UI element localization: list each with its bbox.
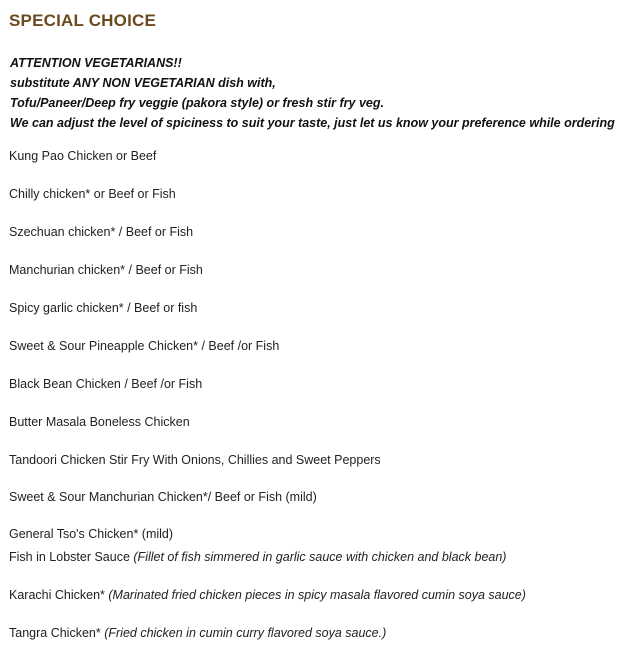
menu-item: Sweet & Sour Pineapple Chicken* / Beef /or Fish bbox=[9, 339, 280, 353]
notice-line: We can adjust the level of spiciness to suit your taste, just let us know your preference while ordering bbox=[10, 116, 615, 130]
menu-item-name: Tangra Chicken* bbox=[9, 626, 101, 640]
menu-item: Szechuan chicken* / Beef or Fish bbox=[9, 225, 194, 239]
menu-item: Black Bean Chicken / Beef /or Fish bbox=[9, 377, 203, 391]
vegetarian-notice bbox=[10, 53, 615, 133]
clipped-menu-item-text: General Tso's Chicken* (mild) bbox=[9, 527, 174, 541]
menu-item-described bbox=[9, 550, 506, 564]
menu-item: Kung Pao Chicken or Beef bbox=[9, 149, 157, 163]
notice-line: ATTENTION VEGETARIANS!! bbox=[10, 56, 182, 70]
menu-item-described bbox=[9, 588, 526, 602]
menu-item-description: (Fillet of fish simmered in garlic sauce with chicken and black bean) bbox=[133, 550, 507, 564]
menu-item: Butter Masala Boneless Chicken bbox=[9, 415, 190, 429]
menu-item: Manchurian chicken* / Beef or Fish bbox=[9, 263, 203, 277]
menu-item-described bbox=[9, 626, 386, 640]
menu-item-name: Karachi Chicken* bbox=[9, 588, 105, 602]
menu-item: Spicy garlic chicken* / Beef or fish bbox=[9, 301, 198, 315]
menu-item-description: (Fried chicken in cumin curry flavored soya sauce.) bbox=[104, 626, 387, 640]
menu-item: Sweet & Sour Manchurian Chicken*/ Beef or Fish (mild) bbox=[9, 490, 317, 504]
menu-item-name: Fish in Lobster Sauce bbox=[9, 550, 130, 564]
page-title: SPECIAL CHOICE bbox=[9, 11, 157, 30]
menu-item-description: (Marinated fried chicken pieces in spicy masala flavored cumin soya sauce) bbox=[108, 588, 526, 602]
menu-item: Tandoori Chicken Stir Fry With Onions, Chillies and Sweet Peppers bbox=[9, 453, 381, 467]
menu-item: Chilly chicken* or Beef or Fish bbox=[9, 187, 176, 201]
notice-line: substitute ANY NON VEGETARIAN dish with, bbox=[10, 76, 276, 90]
clipped-menu-item bbox=[9, 524, 309, 541]
notice-line: Tofu/Paneer/Deep fry veggie (pakora style) or fresh stir fry veg. bbox=[10, 96, 384, 110]
